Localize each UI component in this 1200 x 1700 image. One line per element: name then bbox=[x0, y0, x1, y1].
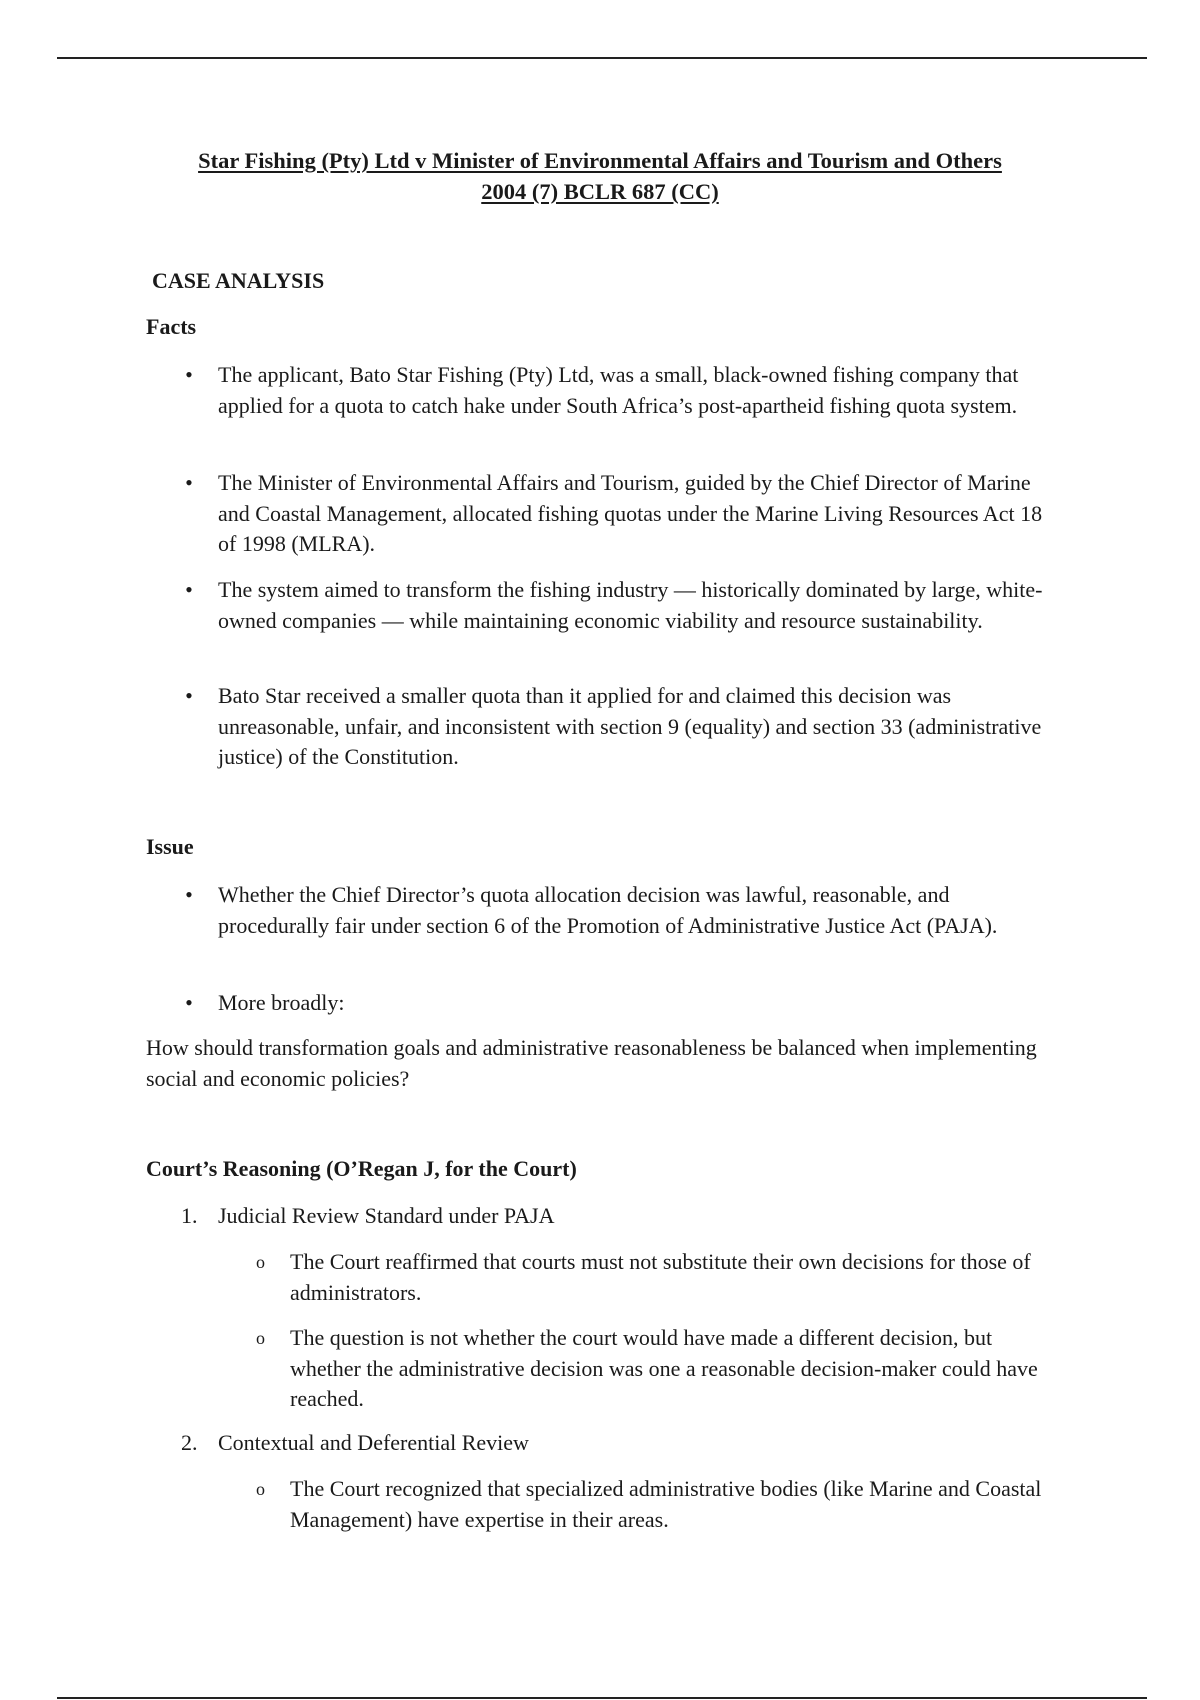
issue-bullet-text: Whether the Chief Director’s quota allocation decision was lawful, reasonable, and procedurally fair under section 6 of the Promotion of Administrative Justice Act (PAJA). bbox=[218, 882, 998, 938]
case-title-line-1: Star Fishing (Pty) Ltd v Minister of Environmental Affairs and Tourism and Others bbox=[198, 148, 1002, 173]
sub-bullet-icon: o bbox=[256, 1479, 265, 1499]
bullet-icon: • bbox=[185, 990, 193, 1015]
page-top-rule bbox=[57, 57, 1147, 59]
subpoint-text: The Court reaffirmed that courts must not substitute their own decisions for those of administrators. bbox=[290, 1249, 1031, 1305]
facts-bullet-text: The applicant, Bato Star Fishing (Pty) Ltd, was a small, black-owned fishing company that applied for a quota to catch hake under South Africa’s post-apartheid fishing quota system. bbox=[218, 362, 1019, 418]
bullet-icon: • bbox=[185, 577, 193, 602]
issue-question-paragraph: How should transformation goals and administrative reasonableness be balanced when implementing social and economic policies? bbox=[146, 1035, 1037, 1091]
facts-bullet-text: The Minister of Environmental Affairs and Tourism, guided by the Chief Director of Marine and Coastal Management, allocated fishing quotas under the Marine Living Resources Act 18 of 1998 (MLRA). bbox=[218, 470, 1043, 556]
bullet-icon: • bbox=[185, 470, 193, 495]
facts-bullet-text: The system aimed to transform the fishing industry — historically dominated by large, white-owned companies — while maintaining economic viability and resource sustainability. bbox=[218, 577, 1043, 633]
sub-bullet-icon: o bbox=[256, 1328, 265, 1348]
bullet-icon: • bbox=[185, 362, 193, 387]
item-number: 2. bbox=[181, 1430, 198, 1455]
bullet-icon: • bbox=[185, 683, 193, 708]
facts-heading: Facts bbox=[146, 314, 197, 339]
reasoning-item-label: Judicial Review Standard under PAJA bbox=[218, 1203, 555, 1228]
item-number: 1. bbox=[181, 1203, 198, 1228]
issue-heading: Issue bbox=[146, 834, 194, 859]
facts-bullet-text: Bato Star received a smaller quota than it applied for and claimed this decision was unreasonable, unfair, and inconsistent with section 9 (equality) and section 33 (administrative justice) of the Constitution. bbox=[218, 683, 1042, 769]
subpoint-text: The Court recognized that specialized administrative bodies (like Marine and Coastal Management) have expertise in their areas. bbox=[290, 1476, 1042, 1532]
reasoning-item-label: Contextual and Deferential Review bbox=[218, 1430, 529, 1455]
case-citation: 2004 (7) BCLR 687 (CC) bbox=[481, 179, 719, 204]
case-analysis-heading: CASE ANALYSIS bbox=[152, 268, 325, 293]
reasoning-heading: Court’s Reasoning (O’Regan J, for the Court) bbox=[146, 1156, 577, 1181]
case-title bbox=[0, 145, 1200, 207]
subpoint-text: The question is not whether the court would have made a different decision, but whether the administrative decision was one a reasonable decision-maker could have reached. bbox=[290, 1325, 1038, 1411]
bullet-icon: • bbox=[185, 882, 193, 907]
issue-bullet-text: More broadly: bbox=[218, 990, 345, 1015]
sub-bullet-icon: o bbox=[256, 1252, 265, 1272]
page-bottom-rule bbox=[57, 1697, 1147, 1699]
